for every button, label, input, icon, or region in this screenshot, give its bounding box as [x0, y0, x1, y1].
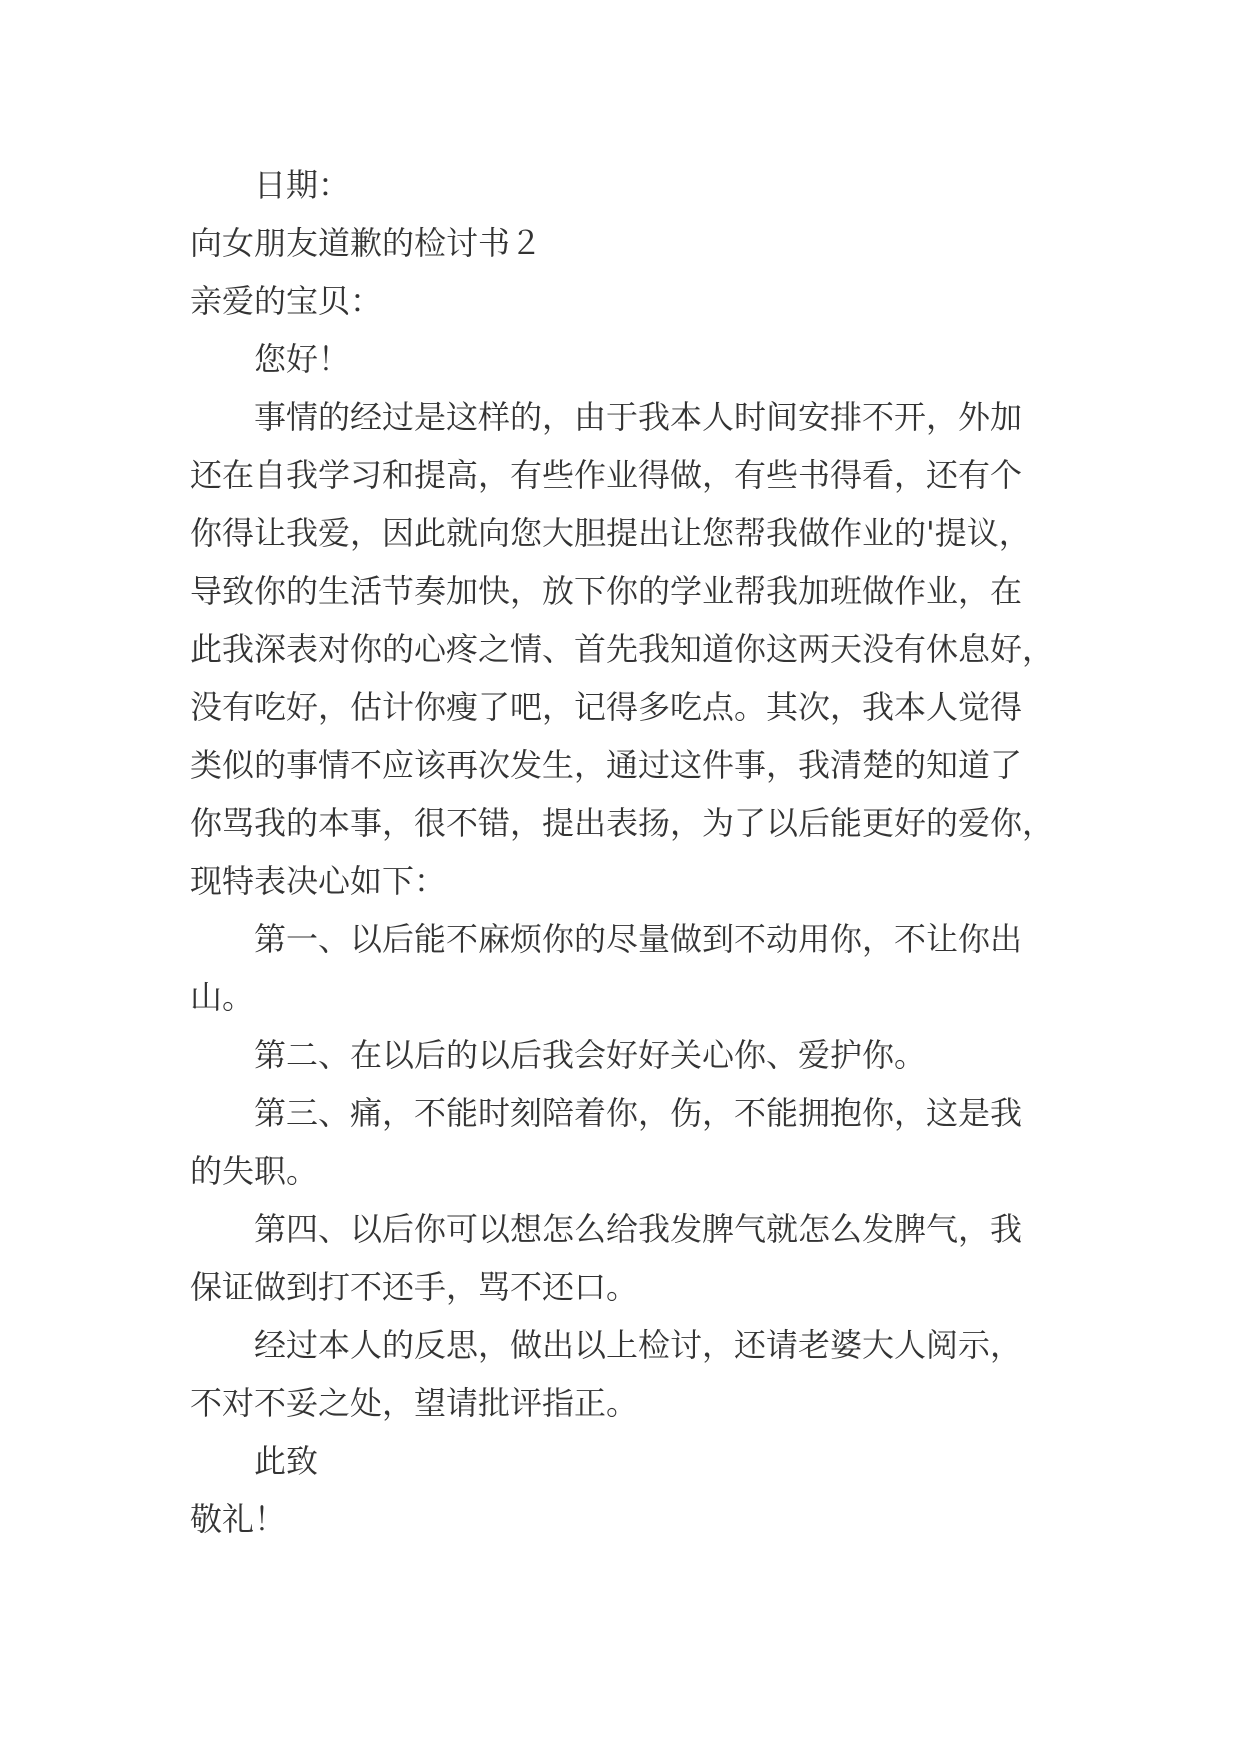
- resolution-item-3-cont: 的失职。: [190, 1152, 319, 1190]
- resolution-item-4: 第四、以后你可以想怎么给我发脾气就怎么发脾气，我: [254, 1210, 1023, 1248]
- body-line: 你骂我的本事，很不错，提出表扬，为了以后能更好的爱你，: [190, 804, 1055, 842]
- resolution-item-2: 第二、在以后的以后我会好好关心你、爱护你。: [254, 1036, 927, 1074]
- body-line: 此我深表对你的心疼之情、首先我知道你这两天没有休息好，: [190, 630, 1055, 668]
- resolution-item-1: 第一、以后能不麻烦你的尽量做到不动用你，不让你出: [254, 920, 1023, 958]
- body-line: 事情的经过是这样的，由于我本人时间安排不开，外加: [254, 398, 1023, 436]
- closing-jing-li: 敬礼！: [190, 1500, 287, 1538]
- closing-ci-zhi: 此致: [254, 1442, 319, 1480]
- body-line: 还在自我学习和提高，有些作业得做，有些书得看，还有个: [190, 456, 1023, 494]
- date-label: 日期：: [254, 166, 351, 204]
- body-line: 导致你的生活节奏加快，放下你的学业帮我加班做作业，在: [190, 572, 1023, 610]
- letter-heading: 向女朋友道歉的检讨书２: [190, 224, 543, 262]
- body-line: 现特表决心如下：: [190, 862, 447, 900]
- greeting: 您好！: [254, 340, 351, 378]
- resolution-item-1-cont: 山。: [190, 978, 255, 1016]
- body-line: 没有吃好，估计你瘦了吧，记得多吃点。其次，我本人觉得: [190, 688, 1023, 726]
- conclusion-line-cont: 不对不妥之处，望请批评指正。: [190, 1384, 639, 1422]
- salutation: 亲爱的宝贝：: [190, 282, 383, 320]
- resolution-item-4-cont: 保证做到打不还手，骂不还口。: [190, 1268, 639, 1306]
- body-line: 你得让我爱，因此就向您大胆提出让您帮我做作业的'提议，: [190, 514, 1031, 552]
- body-line: 类似的事情不应该再次发生，通过这件事，我清楚的知道了: [190, 746, 1023, 784]
- conclusion-line: 经过本人的反思，做出以上检讨，还请老婆大人阅示，: [254, 1326, 1023, 1364]
- letter-body: [190, 156, 1060, 1548]
- resolution-item-3: 第三、痛，不能时刻陪着你，伤，不能拥抱你，这是我: [254, 1094, 1023, 1132]
